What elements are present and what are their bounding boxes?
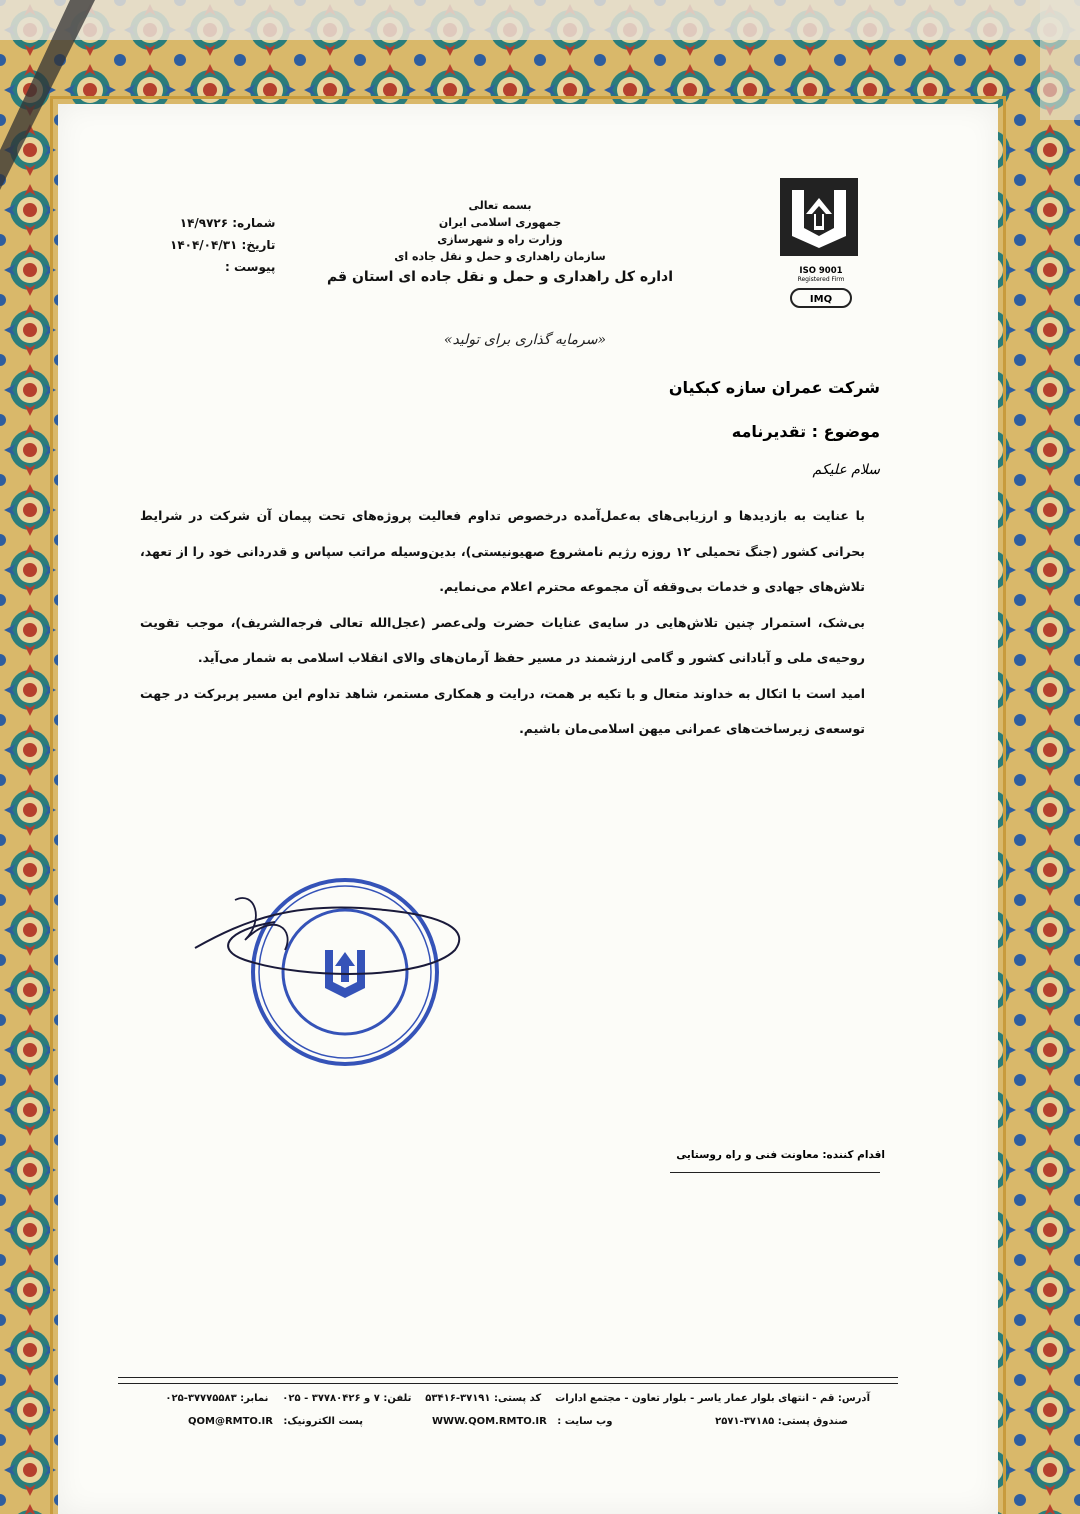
footer-po-box: صندوق پستی: ۳۷۱۸۵-۲۵۷۱ (715, 1416, 848, 1427)
letterhead (300, 197, 700, 286)
footer-phone: تلفن: ۷ و ۳۷۷۸۰۴۲۶ - ۰۲۵ (282, 1393, 412, 1404)
paragraph-2: بی‌شک، استمرار چنین تلاش‌هایی در سایه‌ی عنایات حضرت ولی‌عصر (عجل‌الله تعالی فرجه‌الشریف)، موجب تقویت روحیه‌ی ملی و آبادانی کشور و گامی ارزشمند در مسیر حفظ آرمان‌های والای انقلاب اسلامی به شمار می‌آید. (140, 614, 865, 665)
greeting: سلام علیکم (812, 462, 880, 478)
rmto-logo-icon (778, 176, 860, 258)
footer-email: QOM@RMTO.IR پست الکترونیک: (188, 1416, 363, 1427)
letter-attachment: پیوست : (225, 260, 276, 274)
footer-line-1 (165, 1393, 870, 1404)
official-stamp (185, 860, 475, 1080)
footer-address: آدرس: قم - انتهای بلوار عمار یاسر - بلوار تعاون - مجتمع ادارات (555, 1393, 870, 1404)
footer-postal-code: کد پستی: ۳۷۱۹۱-۵۳۴۱۶ (425, 1393, 542, 1404)
organization-name: سازمان راهداری و حمل و نقل جاده ای (394, 250, 606, 263)
ministry-name: وزارت راه و شهرسازی (437, 233, 563, 246)
country-name: جمهوری اسلامی ایران (438, 216, 562, 229)
executor-underline (670, 1172, 880, 1173)
letter-body (140, 498, 865, 747)
executor: اقدام کننده: معاونت فنی و راه روستایی (676, 1149, 885, 1161)
addressee: شرکت عمران سازه کبکیان (668, 378, 880, 397)
footer-line-2 (715, 1416, 848, 1427)
letter-meta (170, 212, 275, 278)
letter-date: تاریخ: ۱۴۰۴/۰۴/۳۱ (170, 238, 276, 252)
footer-rule (118, 1377, 898, 1378)
paragraph-3: امید است با اتکال به خداوند متعال و با تکیه بر همت، درایت و همکاری مستمر، شاهد تداوم این مسیر پربرکت در جهت توسعه‌ی زیرساخت‌های عمرانی میهن اسلامی‌مان باشیم. (140, 685, 865, 736)
footer-rule-2 (118, 1383, 898, 1384)
invocation: بسمه تعالی (468, 199, 532, 212)
department-name: اداره کل راهداری و حمل و نقل جاده ای استان قم (326, 269, 674, 285)
subject: موضوع : تقدیرنامه (731, 422, 880, 441)
letter-number: شماره: ۱۴/۹۷۲۶ (179, 216, 276, 230)
iso-label: ISO 9001 Registered Firm (797, 266, 845, 283)
motto: «سرمایه گذاری برای تولید» (443, 332, 607, 348)
footer-website: WWW.QOM.RMTO.IR وب سایت : (432, 1416, 613, 1427)
letter-paper (58, 104, 998, 1514)
imq-badge: IMQ (790, 288, 852, 308)
paragraph-1: با عنایت به بازدیدها و ارزیابی‌های به‌عمل‌آمده درخصوص تداوم فعالیت پروژه‌های تحت پیمان آن شرکت در شرایط بحرانی کشور (جنگ تحمیلی ۱۲ روزه رژیم نامشروع صهیونیستی)، بدین‌وسیله مراتب سپاس و قدردانی خود را از تعهد، تلاش‌های جهادی و خدمات بی‌وقفه آن مجموعه محترم اعلام می‌نمایم. (140, 508, 865, 594)
footer-fax: نمابر: ۳۷۷۷۵۵۸۳-۰۲۵ (165, 1393, 269, 1404)
